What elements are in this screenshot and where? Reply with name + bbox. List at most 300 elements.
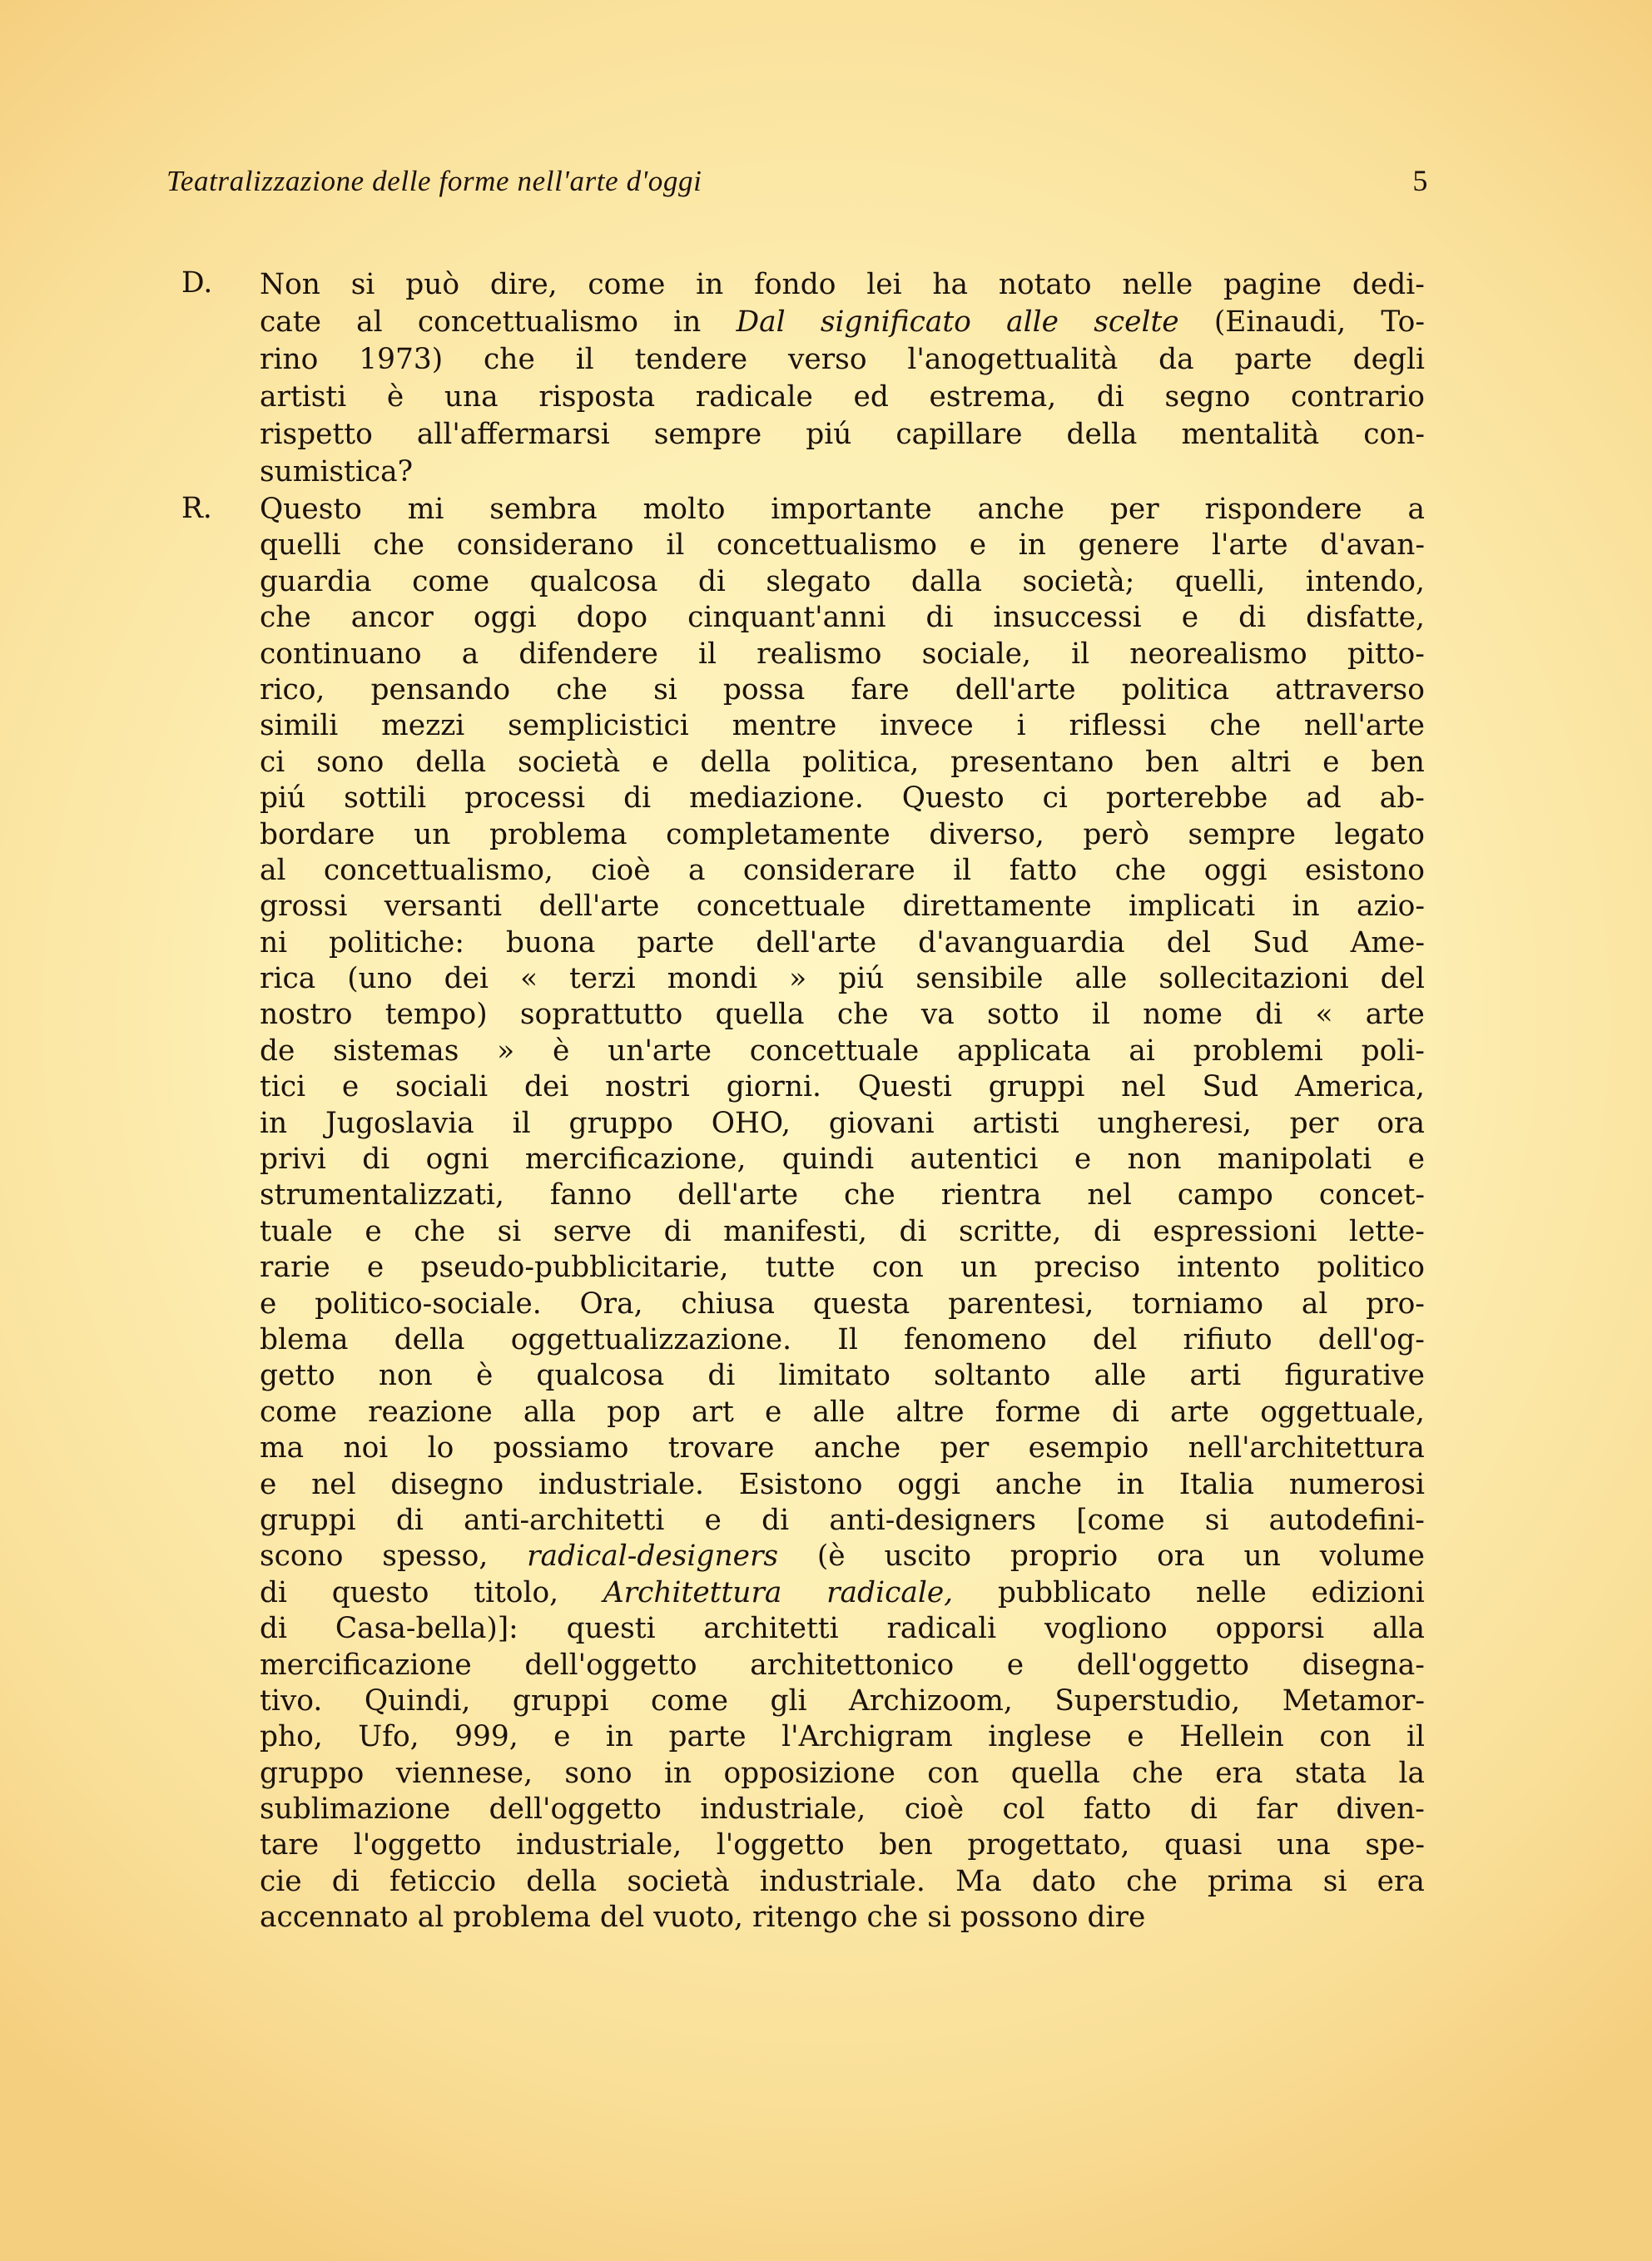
- word: preciso: [1034, 1251, 1141, 1285]
- word: parentesi,: [948, 1287, 1094, 1321]
- word: genere: [1078, 528, 1180, 563]
- word: dedi-: [1352, 268, 1425, 301]
- word: quella: [1010, 1756, 1100, 1790]
- word: edizioni: [1311, 1575, 1425, 1609]
- word: progettato,: [967, 1828, 1130, 1862]
- word: come: [588, 268, 666, 301]
- word: di: [623, 781, 652, 816]
- word: il: [1071, 637, 1090, 671]
- word: industriale,: [516, 1828, 682, 1862]
- word: architetti: [703, 1612, 839, 1646]
- word: versanti: [384, 890, 503, 924]
- word: concettualismo: [717, 528, 938, 563]
- word: con: [1319, 1720, 1372, 1754]
- word: in: [696, 268, 724, 301]
- word: ed: [853, 380, 889, 414]
- word: quasi: [1164, 1828, 1243, 1862]
- word: fenomeno: [904, 1322, 1047, 1356]
- word: Sud: [1252, 925, 1309, 959]
- word: Jugoslavia: [325, 1106, 474, 1140]
- word: ni: [260, 925, 288, 959]
- word: grossi: [260, 890, 348, 924]
- word: artisti: [972, 1106, 1059, 1140]
- word: come: [260, 1395, 337, 1429]
- word: però: [1083, 817, 1149, 851]
- word: noi: [343, 1431, 389, 1465]
- word: anche: [995, 1467, 1083, 1501]
- word: diverso,: [929, 817, 1044, 851]
- word: arte: [1365, 998, 1425, 1032]
- word: il: [697, 637, 717, 671]
- word: disegno: [390, 1467, 504, 1501]
- word: il: [666, 528, 685, 563]
- word: oggi: [473, 601, 537, 635]
- answer-label: R.: [181, 492, 212, 525]
- text-line: [260, 564, 1425, 600]
- word: si: [927, 1901, 951, 1935]
- word: sumistica?: [260, 455, 414, 488]
- text-line: [260, 1611, 1425, 1647]
- word: pho,: [260, 1720, 323, 1754]
- word: espressioni: [1153, 1214, 1317, 1248]
- word: non: [378, 1359, 433, 1393]
- word: di: [697, 564, 726, 598]
- word: del: [599, 1901, 645, 1935]
- word: va: [920, 998, 955, 1032]
- word: alle: [1094, 1359, 1147, 1393]
- word: per: [1109, 493, 1159, 526]
- word: col: [1002, 1792, 1045, 1827]
- word: politica: [1121, 672, 1230, 707]
- word: che: [484, 343, 535, 376]
- word: e: [366, 1251, 384, 1285]
- word: che: [843, 1178, 895, 1212]
- word: Hellein: [1179, 1720, 1284, 1754]
- word: in: [260, 1106, 288, 1140]
- word: pensando: [370, 672, 511, 707]
- word: che: [556, 672, 608, 707]
- word: porterebbe: [1105, 781, 1268, 816]
- text-line: [260, 1178, 1425, 1213]
- text-line: [260, 528, 1425, 563]
- word: completamente: [666, 817, 890, 851]
- word: semplicistici: [508, 709, 689, 743]
- word: ogni: [425, 1143, 489, 1177]
- word: opposizione: [723, 1756, 895, 1790]
- word: radicale: [695, 380, 813, 414]
- word: nelle: [1196, 1575, 1267, 1609]
- word: oggettuale,: [1260, 1395, 1425, 1429]
- word: forme: [995, 1395, 1081, 1429]
- word: può: [405, 268, 460, 301]
- word: con-: [1363, 418, 1425, 451]
- word: Sud: [1202, 1070, 1259, 1104]
- word: altri: [1230, 745, 1292, 779]
- word: e: [553, 1720, 571, 1754]
- word: vuoto,: [653, 1901, 743, 1935]
- word: come: [651, 1683, 728, 1718]
- word: pitto-: [1347, 637, 1425, 671]
- word: tare: [260, 1828, 320, 1862]
- word: dell'arte: [756, 925, 877, 959]
- word: in: [663, 1756, 692, 1790]
- text-line: [260, 637, 1425, 672]
- word: ben: [1371, 745, 1425, 779]
- text-line: [260, 1322, 1425, 1358]
- word: limitato: [778, 1359, 890, 1393]
- text-line: [260, 1106, 1425, 1142]
- word: ma: [260, 1431, 305, 1465]
- word: America,: [1295, 1070, 1425, 1104]
- word: (Einaudi,: [1213, 305, 1347, 339]
- word: della: [415, 745, 487, 779]
- word: segno: [1164, 380, 1251, 414]
- word: attraverso: [1275, 672, 1425, 707]
- word: buona: [505, 925, 596, 959]
- word: intendo,: [1305, 564, 1425, 598]
- word: risposta: [538, 380, 656, 414]
- word: continuano: [260, 637, 422, 671]
- word: «: [519, 962, 538, 996]
- word: è: [475, 1359, 494, 1393]
- word: oggi: [1203, 853, 1268, 887]
- word: mentalità: [1181, 418, 1320, 451]
- word: di: [1255, 998, 1283, 1032]
- word: manipolati: [1217, 1143, 1372, 1177]
- word: Ame-: [1350, 925, 1425, 959]
- word: serve: [553, 1214, 633, 1248]
- word: azio-: [1357, 890, 1425, 924]
- word: gruppo: [260, 1756, 365, 1790]
- word: sono: [316, 745, 384, 779]
- word: dell'arte: [538, 890, 660, 924]
- text-line: [260, 1719, 1425, 1755]
- word: spesso,: [382, 1540, 489, 1574]
- word: notato: [998, 268, 1092, 301]
- text-line: [260, 1683, 1425, 1719]
- word: tivo.: [260, 1683, 323, 1718]
- word: significato: [820, 305, 971, 339]
- word: il: [512, 1106, 531, 1140]
- text-line: [260, 1539, 1425, 1574]
- word: un: [960, 1251, 998, 1285]
- word: politico: [1317, 1251, 1425, 1285]
- word: che: [1209, 709, 1262, 743]
- word: privi: [260, 1143, 326, 1177]
- word: al: [260, 853, 286, 887]
- word: Italia: [1178, 1467, 1255, 1501]
- word: proprio: [1010, 1540, 1119, 1574]
- word: sistemas: [333, 1034, 459, 1068]
- word: industriale,: [700, 1792, 866, 1827]
- word: pop: [607, 1395, 661, 1429]
- word: sottili: [344, 781, 427, 816]
- text-line: [260, 1503, 1425, 1539]
- word: ben: [1145, 745, 1199, 779]
- word: vogliono: [1044, 1612, 1168, 1646]
- word: terzi: [568, 962, 636, 996]
- word: nell'architettura: [1188, 1431, 1425, 1465]
- word: sensibile: [915, 962, 1044, 996]
- word: 999,: [454, 1720, 518, 1754]
- word: di: [1096, 380, 1124, 414]
- text-line: [260, 341, 1425, 379]
- word: concettuale: [696, 890, 866, 924]
- word: importante: [771, 493, 932, 526]
- word: ora: [1157, 1540, 1205, 1574]
- word: verso: [787, 343, 867, 376]
- word: ci: [1042, 781, 1068, 816]
- word: dell'oggetto: [489, 1792, 662, 1827]
- word: cioè: [591, 853, 651, 887]
- word: quindi: [781, 1143, 875, 1177]
- word: architettonico: [750, 1648, 955, 1682]
- word: rica: [260, 962, 316, 996]
- word: quelli,: [1174, 564, 1266, 598]
- word: si: [1204, 1503, 1229, 1537]
- word: manifesti,: [723, 1214, 867, 1248]
- word: di: [362, 1143, 390, 1177]
- word: qualcosa: [536, 1359, 665, 1393]
- word: parte: [1234, 343, 1312, 376]
- question-label: D.: [181, 266, 213, 300]
- text-line: [260, 672, 1425, 708]
- word: e: [1127, 1720, 1144, 1754]
- word: difendere: [518, 637, 658, 671]
- word: implicati: [1129, 890, 1256, 924]
- word: l'arte: [1212, 528, 1288, 563]
- word: era: [1377, 1864, 1425, 1898]
- word: alle: [1006, 305, 1059, 339]
- word: mercificazione,: [524, 1143, 747, 1177]
- word: che: [866, 1901, 919, 1935]
- word: della: [526, 1864, 598, 1898]
- word: nome: [1143, 998, 1223, 1032]
- word: rino: [260, 343, 319, 376]
- word: guardia: [260, 564, 372, 598]
- word: tutte: [765, 1251, 836, 1285]
- word: torniamo: [1132, 1287, 1264, 1321]
- word: tici: [260, 1070, 306, 1104]
- word: dell'arte: [677, 1178, 799, 1212]
- word: Metamor-: [1282, 1683, 1425, 1718]
- word: e: [969, 528, 987, 563]
- word: ab-: [1379, 781, 1425, 816]
- word: piú: [838, 962, 885, 996]
- word: autodefini-: [1268, 1503, 1425, 1537]
- word: l'oggetto: [716, 1828, 845, 1862]
- word: nostro: [260, 998, 353, 1032]
- word: con: [871, 1251, 924, 1285]
- word: al: [356, 305, 383, 339]
- word: far: [1256, 1792, 1297, 1827]
- word: politica,: [802, 745, 920, 779]
- word: arti: [1189, 1359, 1242, 1393]
- word: To-: [1381, 305, 1425, 339]
- word: stata: [1294, 1756, 1367, 1790]
- word: problema: [489, 817, 628, 851]
- word: lei: [866, 268, 902, 301]
- word: di: [1093, 1214, 1121, 1248]
- word: e: [1322, 745, 1340, 779]
- word: che: [260, 601, 311, 635]
- text-line: [260, 1864, 1425, 1900]
- word: Ufo,: [358, 1720, 419, 1754]
- word: oggi: [897, 1467, 960, 1501]
- word: prima: [1208, 1864, 1293, 1898]
- word: degli: [1352, 343, 1425, 376]
- word: Questo: [260, 493, 362, 526]
- word: fondo: [754, 268, 836, 301]
- word: sollecitazioni: [1158, 962, 1349, 996]
- word: insuccessi: [993, 601, 1142, 635]
- word: che: [1114, 853, 1167, 887]
- word: riflessi: [1069, 709, 1167, 743]
- word: altre: [895, 1395, 965, 1429]
- word: a: [461, 637, 479, 671]
- word: nel: [1121, 1070, 1166, 1104]
- word: bordare: [260, 817, 375, 851]
- word: società: [627, 1864, 730, 1898]
- word: la: [1398, 1756, 1425, 1790]
- text-line: [260, 1430, 1425, 1466]
- word: soprattutto: [519, 998, 683, 1032]
- text-line: [260, 708, 1425, 744]
- word: molto: [642, 493, 726, 526]
- word: anti-architetti: [464, 1503, 665, 1537]
- word: radicali: [886, 1612, 997, 1646]
- word: Quindi,: [364, 1683, 471, 1718]
- word: dell'oggetto: [524, 1648, 697, 1682]
- word: 1973): [359, 343, 444, 376]
- word: simili: [260, 709, 339, 743]
- word: questa: [812, 1287, 910, 1321]
- word: sociale,: [921, 637, 1031, 671]
- word: e: [764, 1395, 782, 1429]
- word: accennato: [260, 1901, 409, 1935]
- word: sono: [564, 1756, 633, 1790]
- word: di: [395, 1503, 424, 1537]
- word: figurative: [1284, 1359, 1425, 1393]
- word: esempio: [1028, 1431, 1149, 1465]
- word: rispondere: [1204, 493, 1362, 526]
- word: questi: [566, 1612, 656, 1646]
- word: Ora,: [579, 1287, 643, 1321]
- word: dell'arte: [955, 672, 1076, 707]
- word: in: [1116, 1467, 1145, 1501]
- word: alle: [1074, 962, 1128, 996]
- word: trovare: [667, 1431, 775, 1465]
- word: OHO,: [711, 1106, 791, 1140]
- word: del: [1166, 925, 1212, 959]
- word: viennese,: [395, 1756, 533, 1790]
- word: il: [1406, 1720, 1425, 1754]
- word: reazione: [368, 1395, 493, 1429]
- text-line: [260, 997, 1425, 1033]
- word: neorealismo: [1129, 637, 1307, 671]
- text-line: [260, 925, 1425, 961]
- word: gruppi: [512, 1683, 609, 1718]
- word: ritengo: [752, 1901, 858, 1935]
- word: radical-designers: [527, 1540, 779, 1574]
- word: questo: [331, 1575, 429, 1609]
- word: disegna-: [1302, 1648, 1425, 1682]
- word: considerare: [742, 853, 915, 887]
- word: Ma: [955, 1864, 1002, 1898]
- word: e: [1407, 1143, 1425, 1177]
- word: scelte: [1094, 305, 1179, 339]
- word: art: [692, 1395, 734, 1429]
- word: chiusa: [681, 1287, 776, 1321]
- text-line: [260, 1214, 1425, 1250]
- word: società: [517, 745, 621, 779]
- word: campo: [1177, 1178, 1273, 1212]
- word: si: [1322, 1864, 1347, 1898]
- word: industriale.: [759, 1864, 925, 1898]
- word: uscito: [884, 1540, 972, 1574]
- word: e: [704, 1503, 722, 1537]
- text-line: [260, 1467, 1425, 1503]
- word: in: [1018, 528, 1046, 563]
- word: i: [1016, 709, 1026, 743]
- word: gli: [770, 1683, 807, 1718]
- word: per: [940, 1431, 990, 1465]
- page-number: 5: [1412, 164, 1428, 197]
- word: artisti: [260, 380, 347, 414]
- text-line: [260, 781, 1425, 816]
- word: feticcio: [389, 1864, 497, 1898]
- word: alla: [1372, 1612, 1425, 1646]
- word: nell'arte: [1303, 709, 1425, 743]
- word: spe-: [1365, 1828, 1425, 1862]
- word: Questo: [901, 781, 1005, 816]
- word: piú: [260, 781, 306, 816]
- word: fatto: [1083, 1792, 1152, 1827]
- word: concettuale: [749, 1034, 920, 1068]
- word: di: [260, 1612, 288, 1646]
- word: e: [260, 1287, 277, 1321]
- word: titolo,: [474, 1575, 559, 1609]
- word: era: [1215, 1756, 1263, 1790]
- word: mezzi: [381, 709, 465, 743]
- word: ad: [1306, 781, 1342, 816]
- word: gruppo: [568, 1106, 673, 1140]
- text-line: [260, 492, 1425, 528]
- word: come: [412, 564, 490, 598]
- text-line: [260, 853, 1425, 889]
- word: una: [444, 380, 499, 414]
- word: è: [386, 380, 404, 414]
- word: di: [925, 601, 954, 635]
- word: che: [373, 528, 424, 563]
- word: l'oggetto: [353, 1828, 482, 1862]
- word: volume: [1319, 1540, 1425, 1574]
- word: della: [394, 1322, 465, 1356]
- word: rifiuto: [1183, 1322, 1272, 1356]
- text-line: [260, 1827, 1425, 1863]
- word: realismo: [757, 637, 882, 671]
- word: legato: [1334, 817, 1425, 851]
- word: rientra: [940, 1178, 1042, 1212]
- word: sempre: [1188, 817, 1296, 851]
- word: problema: [453, 1901, 591, 1935]
- word: anche: [813, 1431, 901, 1465]
- word: poli-: [1361, 1034, 1425, 1068]
- word: strumentalizzati,: [260, 1178, 504, 1212]
- word: fatto: [1009, 853, 1078, 887]
- word: ha: [932, 268, 969, 301]
- text-line: [260, 889, 1425, 925]
